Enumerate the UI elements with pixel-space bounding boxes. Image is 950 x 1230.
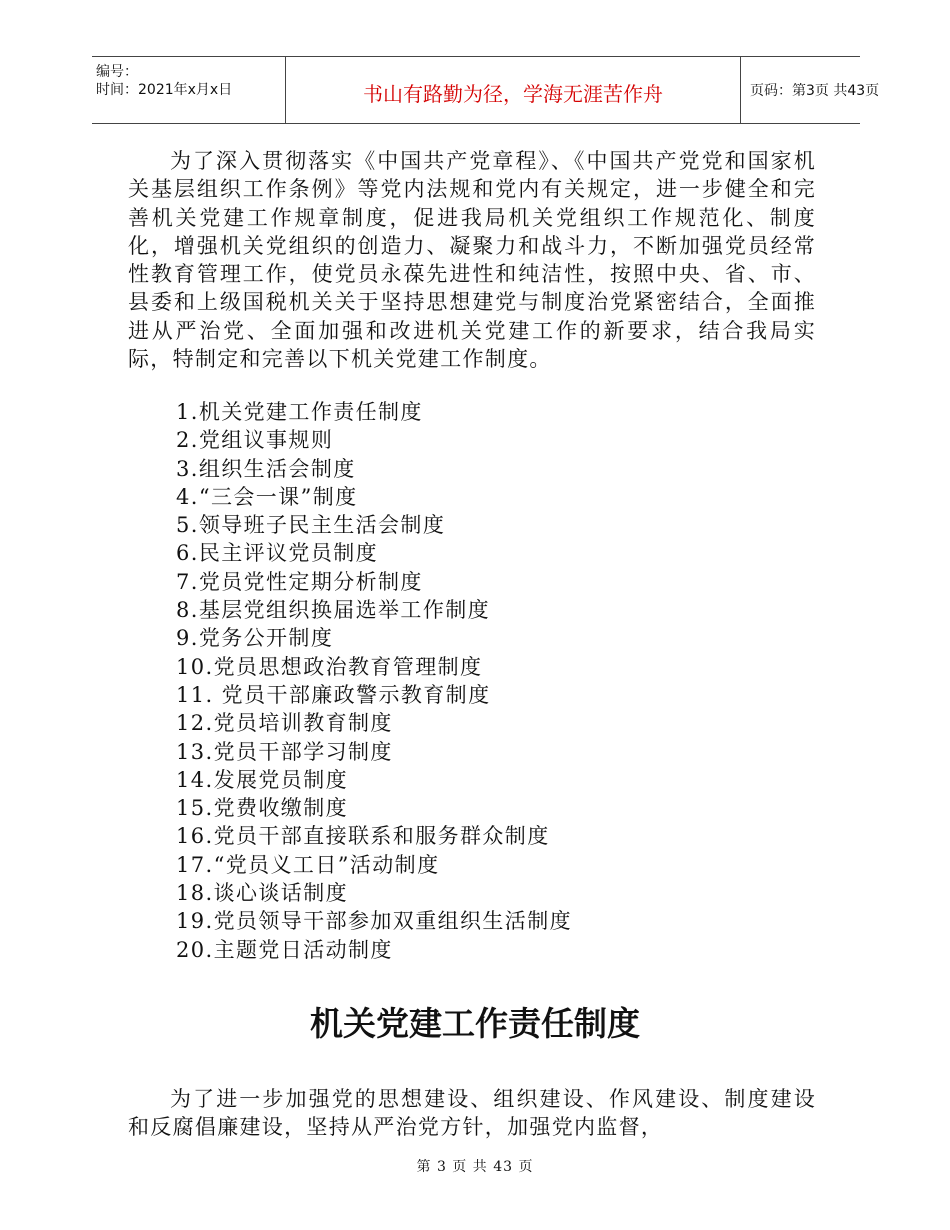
regulation-list-item: 20.主题党日活动制度: [176, 937, 393, 962]
header-page-info: 页码：第3页 共43页: [750, 83, 880, 99]
page-footer: 第 3 页 共 43 页: [416, 1159, 534, 1175]
document-time-label: 时间：2021年x月x日: [96, 82, 233, 98]
regulation-list-item: 11. 党员干部廉政警示教育制度: [176, 682, 491, 707]
header-motto-cell: [285, 57, 741, 123]
regulation-list-item: 5.领导班子民主生活会制度: [176, 513, 446, 538]
regulation-list-item: 3.组织生活会制度: [176, 456, 356, 481]
regulation-list-item: 2.党组议事规则: [176, 428, 334, 453]
header-page-cell: [740, 57, 880, 123]
regulation-list-item: 1.机关党建工作责任制度: [176, 400, 423, 424]
intro-paragraph: 为了深入贯彻落实《中国共产党章程》、《中国共产党党和国家机关基层组织工作条例》等党内法规和党内有关规定，进一步健全和完善机关党建工作规章制度，促进我局机关党组织工作规范化、制度化，增强机关党组织的创造力、凝聚力和战斗力，不断加强党员经常性教育管理工作，使党员永葆先进性和纯洁性，按照中央、省、市、县委和上级国税机关关于坚持思想建党与制度治党紧密结合，全面推进从严治党、全面加强和改进机关党建工作的新要求，结合我局实际，特制定和完善以下机关党建工作制度。: [128, 149, 816, 372]
regulation-list-item: 19.党员领导干部参加双重组织生活制度: [176, 909, 572, 934]
regulation-list-item: 17.“党员义工日”活动制度: [176, 852, 440, 877]
section-paragraph: 为了进一步加强党的思想建设、组织建设、作风建设、制度建设和反腐倡廉建设，坚持从严治党方针，加强党内监督，: [128, 1087, 816, 1140]
regulation-list-item: 7.党员党性定期分析制度: [176, 569, 423, 594]
regulation-list-item: 6.民主评议党员制度: [176, 541, 379, 566]
regulation-list-item: 9.党务公开制度: [176, 626, 334, 651]
regulation-list-item: 8.基层党组织换届选举工作制度: [176, 598, 491, 623]
header-meta-cell: [92, 57, 285, 123]
regulation-list-item: 16.党员干部直接联系和服务群众制度: [176, 824, 550, 849]
section-title: 机关党建工作责任制度: [310, 1004, 640, 1043]
regulation-list-item: 12.党员培训教育制度: [176, 711, 393, 736]
regulation-list: [176, 398, 572, 964]
regulation-list-item: 4.“三会一课”制度: [176, 484, 358, 509]
regulation-list-item: 18.谈心谈话制度: [176, 881, 348, 906]
regulation-list-item: 14.发展党员制度: [176, 767, 348, 792]
regulation-list-item: 13.党员干部学习制度: [176, 739, 393, 764]
document-number-label: 编号：: [96, 64, 138, 80]
page-header: [92, 56, 880, 124]
regulation-list-item: 10.党员思想政治教育管理制度: [176, 654, 483, 679]
header-motto: 书山有路勤为径，学海无涯苦作舟: [363, 82, 663, 106]
regulation-list-item: 15.党费收缴制度: [176, 796, 348, 821]
